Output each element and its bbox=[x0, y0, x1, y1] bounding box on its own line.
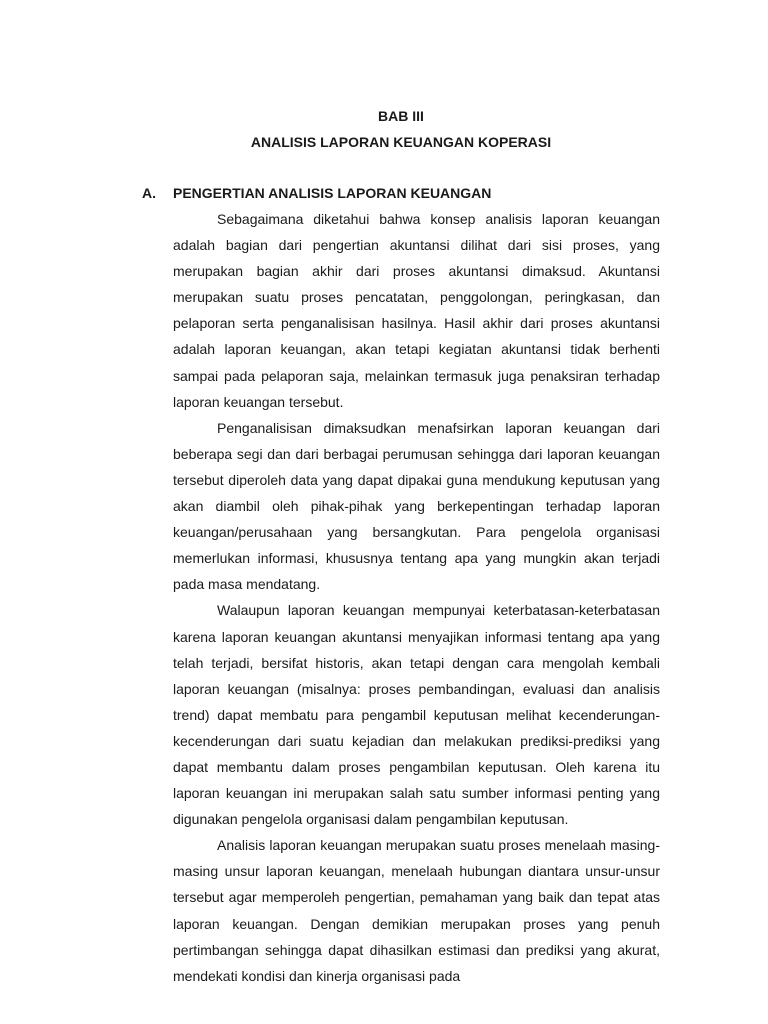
paragraph-3: Walaupun laporan keuangan mempunyai keterbatasan-keterbatasan karena laporan keuangan akuntansi menyajikan informasi tentang apa yang telah terjadi, bersifat historis, akan tetapi dengan cara mengolah kembali laporan keuangan (misalnya: proses pembandingan, evaluasi dan analisis trend) dapat membatu para pengambil keputusan melihat kecenderungan-kecenderungan dari suatu kejadian dan melakukan prediksi-prediksi yang dapat membantu dalam proses pengambilan keputusan. Oleh karena itu laporan keuangan ini merupakan salah satu sumber informasi penting yang digunakan pengelola organisasi dalam pengambilan keputusan. bbox=[173, 602, 660, 828]
section-heading bbox=[142, 183, 491, 203]
chapter-label: BAB III bbox=[378, 108, 424, 124]
chapter-title: ANALISIS LAPORAN KEUANGAN KOPERASI bbox=[250, 134, 552, 150]
paragraph-4: Analisis laporan keuangan merupakan suatu proses menelaah masing-masing unsur laporan keuangan, menelaah hubungan diantara unsur-unsur tersebut agar memperoleh pengertian, pemahaman yang baik dan tepat atas laporan keuangan. Dengan demikian merupakan proses yang penuh pertimbangan sehingga dapat dihasilkan estimasi dan prediksi yang akurat, mendekati kondisi dan kinerja organisasi pada bbox=[173, 837, 660, 984]
paragraph-1: Sebagaimana diketahui bahwa konsep analisis laporan keuangan adalah bagian dari pengertian akuntansi dilihat dari sisi proses, yang merupakan bagian akhir dari proses akuntansi dimaksud. Akuntansi merupakan suatu proses pencatatan, penggolongan, peringkasan, dan pelaporan serta penganalisisan hasilnya. Hasil akhir dari proses akuntansi adalah laporan keuangan, akan tetapi kegiatan akuntansi tidak berhenti sampai pada pelaporan saja, melainkan termasuk juga penaksiran terhadap laporan keuangan tersebut. bbox=[173, 211, 660, 410]
paragraph-2: Penganalisisan dimaksudkan menafsirkan laporan keuangan dari beberapa segi dan dari berbagai perumusan sehingga dari laporan keuangan tersebut diperoleh data yang dapat dipakai guna mendukung keputusan yang akan diambil oleh pihak-pihak yang berkepentingan terhadap laporan keuangan/perusahaan yang bersangkutan. Para pengelola organisasi memerlukan informasi, khususnya tentang apa yang mungkin akan terjadi pada masa mendatang. bbox=[173, 419, 660, 593]
section-title: PENGERTIAN ANALISIS LAPORAN KEUANGAN bbox=[173, 185, 492, 201]
body-text bbox=[173, 206, 660, 989]
section-letter: A. bbox=[142, 185, 156, 201]
